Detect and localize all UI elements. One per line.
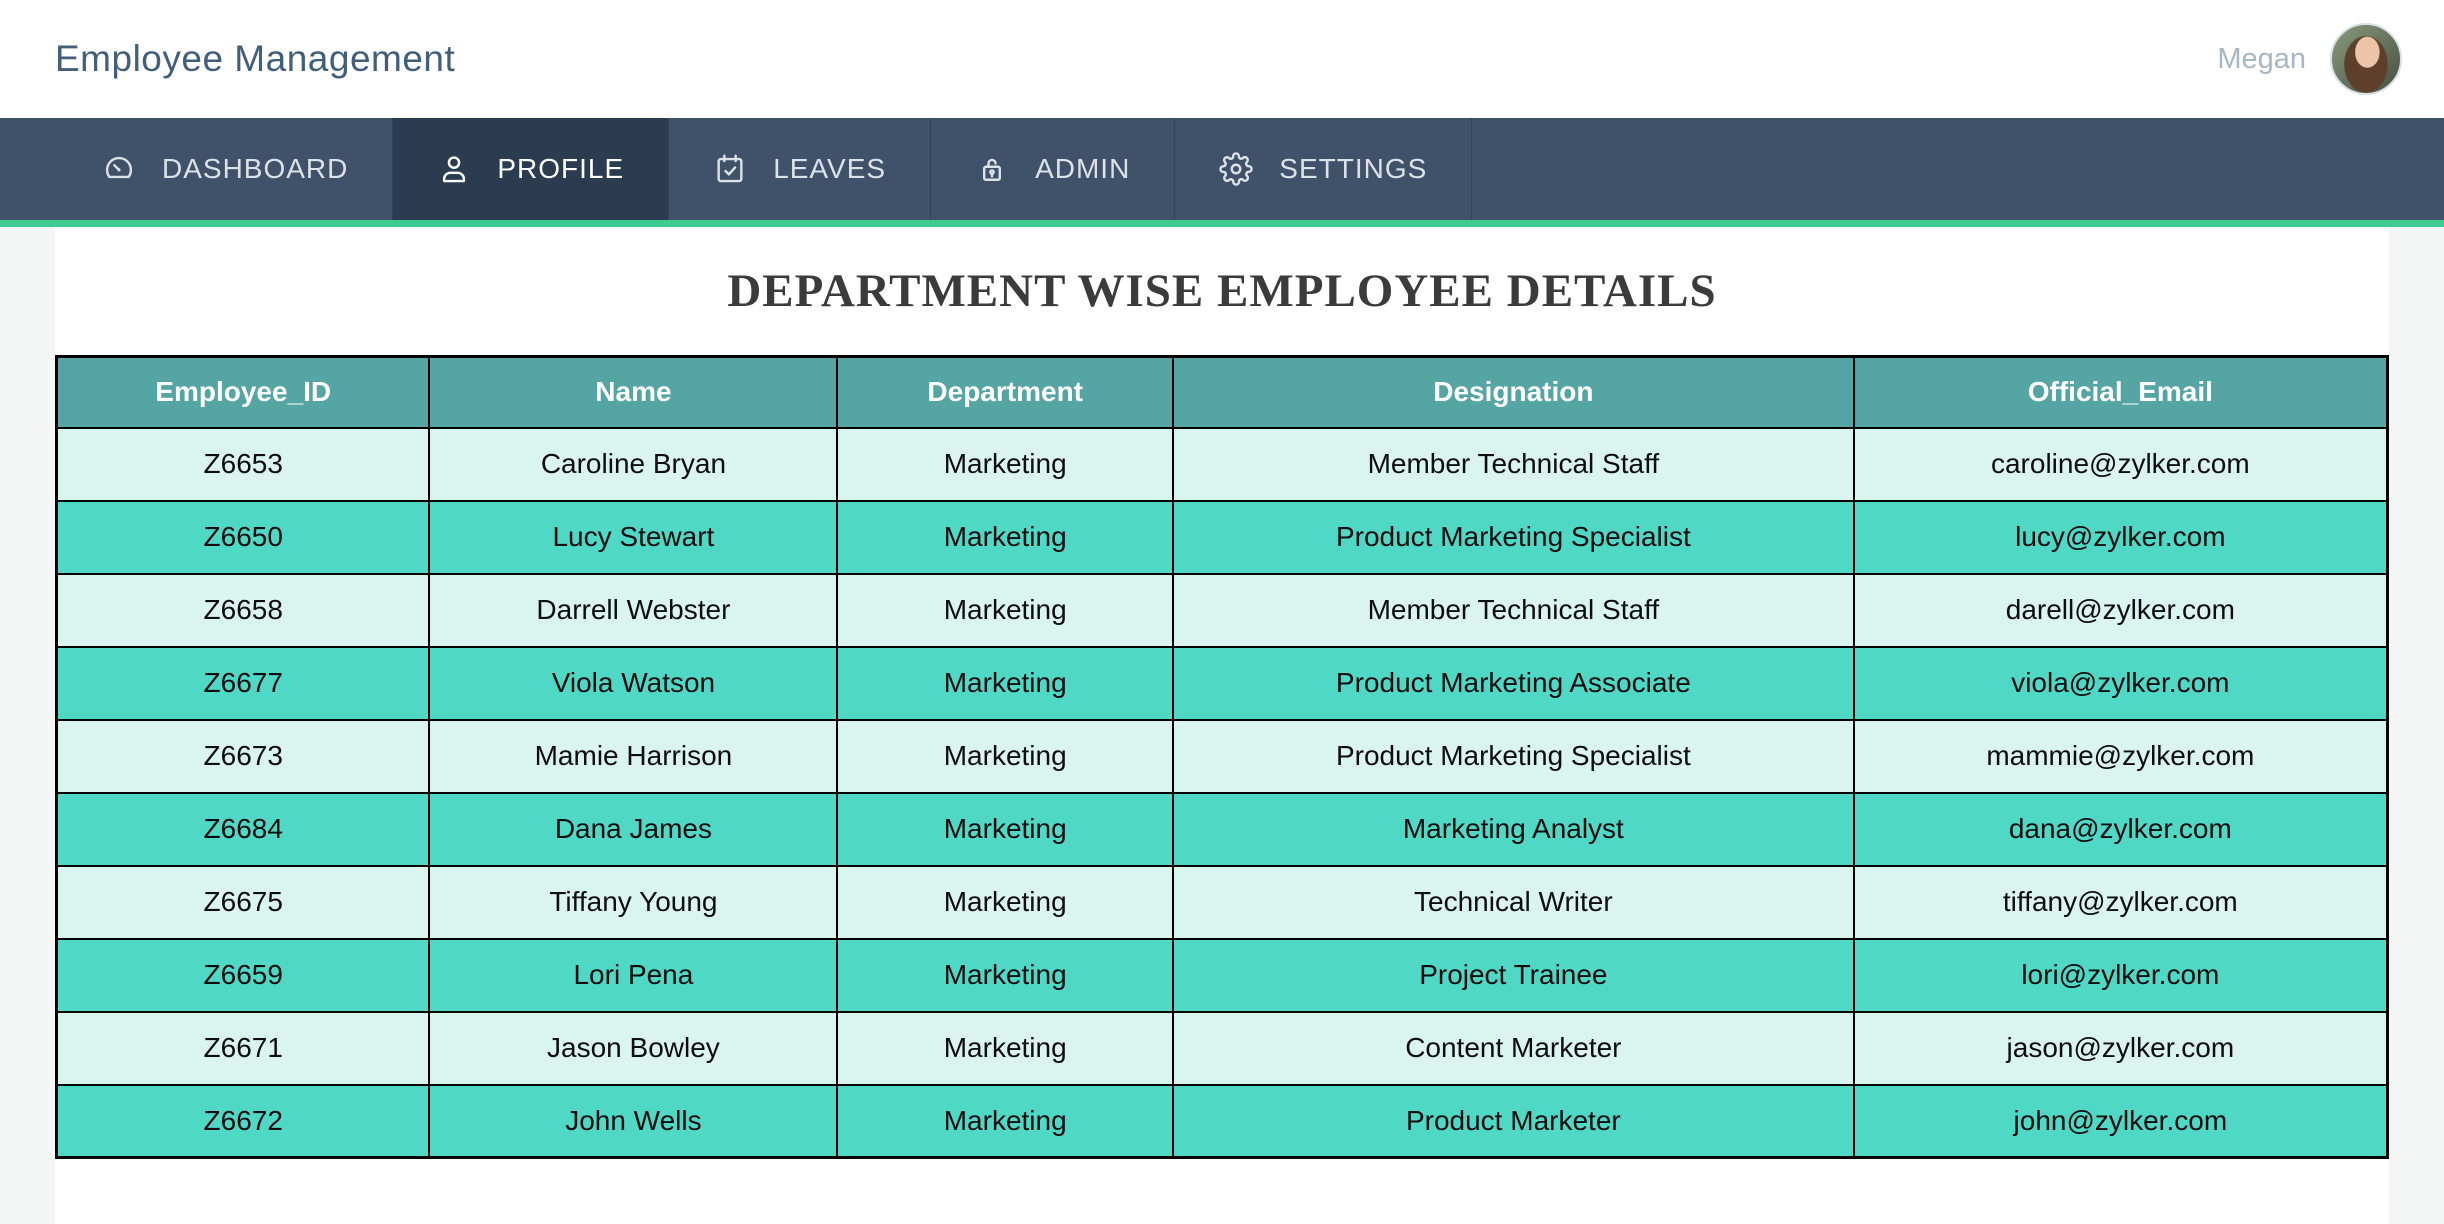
cell-official_email: mammie@zylker.com <box>1854 720 2388 793</box>
app-title: Employee Management <box>55 38 456 79</box>
user-name: Megan <box>2217 42 2306 75</box>
cell-employee_id: Z6684 <box>57 793 430 866</box>
cell-name: Tiffany Young <box>429 866 837 939</box>
cell-name: Darrell Webster <box>429 574 837 647</box>
cell-designation: Content Marketer <box>1173 1012 1854 1085</box>
nav-item-label: ADMIN <box>1035 153 1131 184</box>
table-row <box>57 939 2388 1012</box>
lock-icon <box>975 152 1009 186</box>
cell-designation: Member Technical Staff <box>1173 574 1854 647</box>
cell-employee_id: Z6659 <box>57 939 430 1012</box>
cell-official_email: tiffany@zylker.com <box>1854 866 2388 939</box>
cell-name: Mamie Harrison <box>429 720 837 793</box>
cell-designation: Product Marketer <box>1173 1085 1854 1158</box>
table-row <box>57 574 2388 647</box>
cell-official_email: caroline@zylker.com <box>1854 428 2388 501</box>
nav-item-admin[interactable] <box>931 118 1175 220</box>
column-header-department: Department <box>837 357 1173 428</box>
cell-name: Lori Pena <box>429 939 837 1012</box>
cell-designation: Marketing Analyst <box>1173 793 1854 866</box>
cell-official_email: viola@zylker.com <box>1854 647 2388 720</box>
app-header <box>0 0 2444 118</box>
person-icon <box>437 152 471 186</box>
cell-name: Jason Bowley <box>429 1012 837 1085</box>
cell-official_email: lucy@zylker.com <box>1854 501 2388 574</box>
cell-official_email: jason@zylker.com <box>1854 1012 2388 1085</box>
nav-item-leaves[interactable] <box>669 118 931 220</box>
cell-designation: Product Marketing Associate <box>1173 647 1854 720</box>
content-card <box>55 227 2389 1224</box>
cell-department: Marketing <box>837 428 1173 501</box>
cell-official_email: lori@zylker.com <box>1854 939 2388 1012</box>
column-header-designation: Designation <box>1173 357 1854 428</box>
cell-official_email: dana@zylker.com <box>1854 793 2388 866</box>
cell-department: Marketing <box>837 866 1173 939</box>
nav-item-dashboard[interactable] <box>0 118 393 220</box>
cell-designation: Member Technical Staff <box>1173 428 1854 501</box>
nav-item-profile[interactable] <box>393 118 669 220</box>
column-header-official_email: Official_Email <box>1854 357 2388 428</box>
calendar-icon <box>713 152 747 186</box>
cell-employee_id: Z6675 <box>57 866 430 939</box>
cell-department: Marketing <box>837 939 1173 1012</box>
cell-employee_id: Z6658 <box>57 574 430 647</box>
cell-designation: Project Trainee <box>1173 939 1854 1012</box>
column-header-name: Name <box>429 357 837 428</box>
cell-name: Dana James <box>429 793 837 866</box>
table-row <box>57 1085 2388 1158</box>
cell-department: Marketing <box>837 1085 1173 1158</box>
cell-employee_id: Z6653 <box>57 428 430 501</box>
user-area <box>2217 23 2402 95</box>
table-row <box>57 501 2388 574</box>
cell-department: Marketing <box>837 574 1173 647</box>
avatar[interactable] <box>2330 23 2402 95</box>
table-header-row <box>57 357 2388 428</box>
employee-table <box>55 355 2389 1159</box>
cell-designation: Product Marketing Specialist <box>1173 501 1854 574</box>
nav-item-label: LEAVES <box>773 153 887 184</box>
cell-employee_id: Z6650 <box>57 501 430 574</box>
cell-official_email: john@zylker.com <box>1854 1085 2388 1158</box>
table-row <box>57 866 2388 939</box>
nav-item-label: SETTINGS <box>1279 153 1428 184</box>
cell-department: Marketing <box>837 1012 1173 1085</box>
table-row <box>57 428 2388 501</box>
cell-designation: Product Marketing Specialist <box>1173 720 1854 793</box>
main-navbar <box>0 118 2444 227</box>
cell-employee_id: Z6673 <box>57 720 430 793</box>
cell-department: Marketing <box>837 720 1173 793</box>
table-row <box>57 720 2388 793</box>
table-row <box>57 793 2388 866</box>
table-row <box>57 1012 2388 1085</box>
table-row <box>57 647 2388 720</box>
cell-employee_id: Z6671 <box>57 1012 430 1085</box>
nav-item-label: DASHBOARD <box>162 153 349 184</box>
cell-department: Marketing <box>837 647 1173 720</box>
cell-official_email: darell@zylker.com <box>1854 574 2388 647</box>
cell-name: Caroline Bryan <box>429 428 837 501</box>
cell-department: Marketing <box>837 501 1173 574</box>
page-title: DEPARTMENT WISE EMPLOYEE DETAILS <box>727 265 1717 317</box>
cell-employee_id: Z6677 <box>57 647 430 720</box>
cell-name: Viola Watson <box>429 647 837 720</box>
cell-employee_id: Z6672 <box>57 1085 430 1158</box>
nav-item-label: PROFILE <box>497 153 625 184</box>
gauge-icon <box>102 152 136 186</box>
cell-department: Marketing <box>837 793 1173 866</box>
nav-item-settings[interactable] <box>1175 118 1472 220</box>
cell-designation: Technical Writer <box>1173 866 1854 939</box>
column-header-employee_id: Employee_ID <box>57 357 430 428</box>
cell-name: John Wells <box>429 1085 837 1158</box>
gear-icon <box>1219 152 1253 186</box>
cell-name: Lucy Stewart <box>429 501 837 574</box>
